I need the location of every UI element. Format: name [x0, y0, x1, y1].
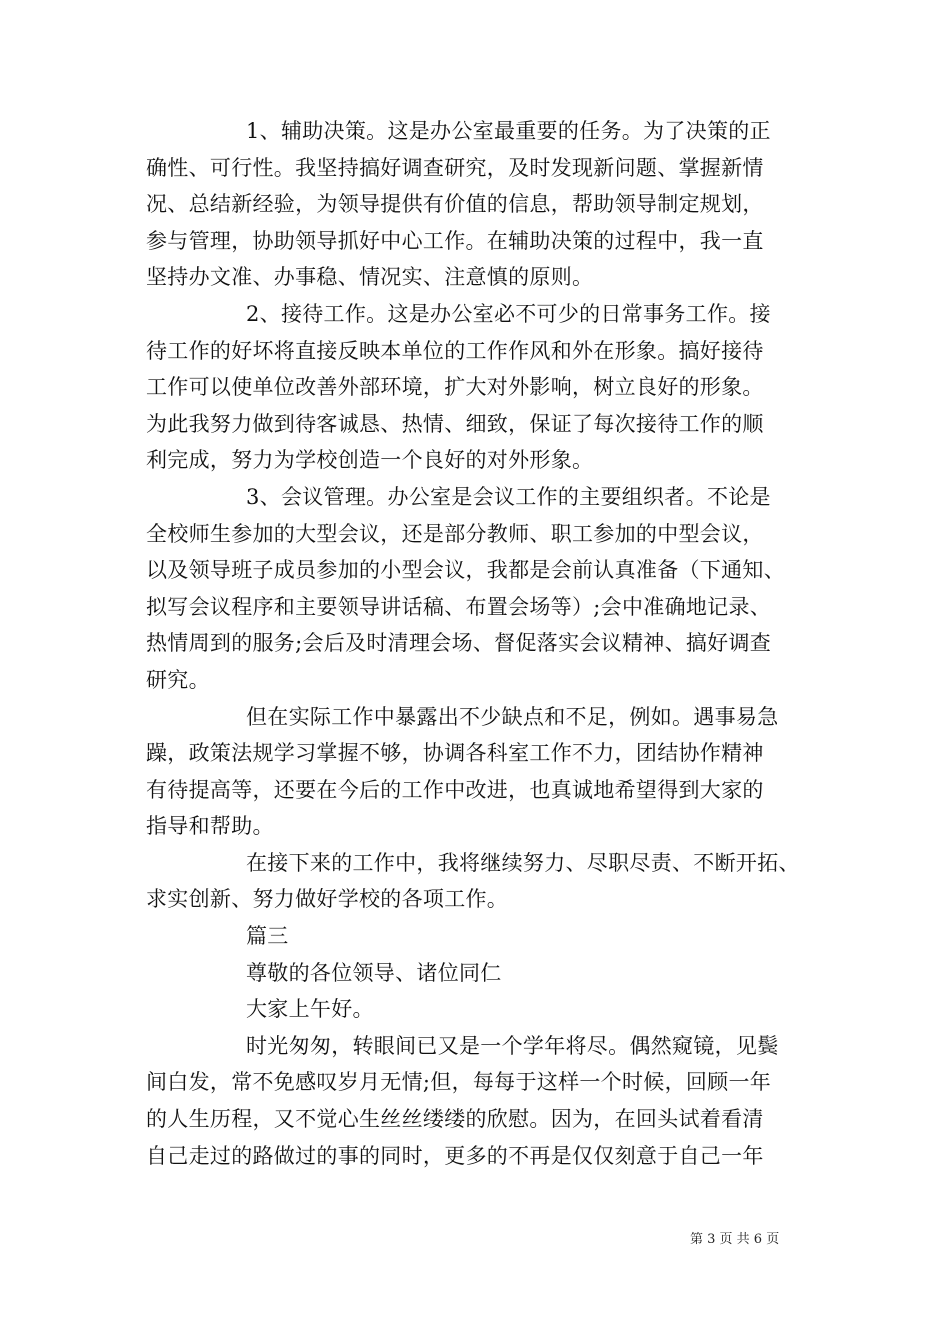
page-number: 第 3 页 共 6 页	[690, 1232, 780, 1247]
text-line: 全校师生参加的大型会议，还是部分教师、职工参加的中型会议，	[146, 521, 764, 546]
text-line: 利完成，努力为学校创造一个良好的对外形象。	[146, 448, 594, 473]
text-line: 为此我努力做到待客诚恳、热情、细致，保证了每次接待工作的顺	[146, 411, 764, 436]
text-line: 参与管理，协助领导抓好中心工作。在辅助决策的过程中，我一直	[146, 228, 764, 253]
text-line: 工作可以使单位改善外部环境，扩大对外影响，树立良好的形象。	[146, 375, 764, 400]
text-line: 以及领导班子成员参加的小型会议，我都是会前认真准备（下通知、	[146, 558, 785, 583]
text-line: 大家上午好。	[246, 997, 374, 1022]
text-line: 指导和帮助。	[146, 814, 274, 839]
text-line: 3、会议管理。办公室是会议工作的主要组织者。不论是	[246, 484, 771, 509]
text-line: 的人生历程，又不觉心生丝丝缕缕的欣慰。因为，在回头试着看清	[146, 1107, 764, 1132]
document-body	[146, 113, 810, 1174]
text-line: 研究。	[146, 667, 210, 692]
text-line: 时光匆匆，转眼间已又是一个学年将尽。偶然窥镜，见鬓	[246, 1033, 779, 1058]
text-line: 1、辅助决策。这是办公室最重要的任务。为了决策的正	[246, 119, 771, 143]
text-line: 2、接待工作。这是办公室必不可少的日常事务工作。接	[246, 301, 771, 326]
text-line: 尊敬的各位领导、诸位同仁	[246, 960, 502, 985]
text-line: 间白发，常不免感叹岁月无情;但，每每于这样一个时候，回顾一年	[146, 1070, 772, 1095]
text-line: 但在实际工作中暴露出不少缺点和不足，例如。遇事易急	[246, 704, 779, 729]
text-line: 况、总结新经验，为领导提供有价值的信息，帮助领导制定规划，	[146, 192, 764, 217]
text-line: 在接下来的工作中，我将继续努力、尽职尽责、不断开拓、	[246, 850, 800, 875]
text-line: 待工作的好坏将直接反映本单位的工作作风和外在形象。搞好接待	[146, 338, 764, 363]
text-line: 热情周到的服务;会后及时清理会场、督促落实会议精神、搞好调查	[146, 631, 772, 656]
text-line: 求实创新、努力做好学校的各项工作。	[146, 887, 509, 912]
text-line: 有待提高等，还要在今后的工作中改进，也真诚地希望得到大家的	[146, 777, 764, 802]
text-line: 确性、可行性。我坚持搞好调查研究，及时发现新问题、掌握新情	[146, 155, 764, 180]
text-line: 篇三	[246, 924, 289, 949]
text-line: 拟写会议程序和主要领导讲话稿、布置会场等）;会中准确地记录、	[146, 594, 772, 619]
text-line: 坚持办文准、办事稳、情况实、注意慎的原则。	[146, 265, 594, 290]
text-line: 躁，政策法规学习掌握不够，协调各科室工作不力，团结协作精神	[146, 741, 764, 766]
text-line: 自己走过的路做过的事的同时，更多的不再是仅仅刻意于自己一年	[146, 1143, 764, 1168]
